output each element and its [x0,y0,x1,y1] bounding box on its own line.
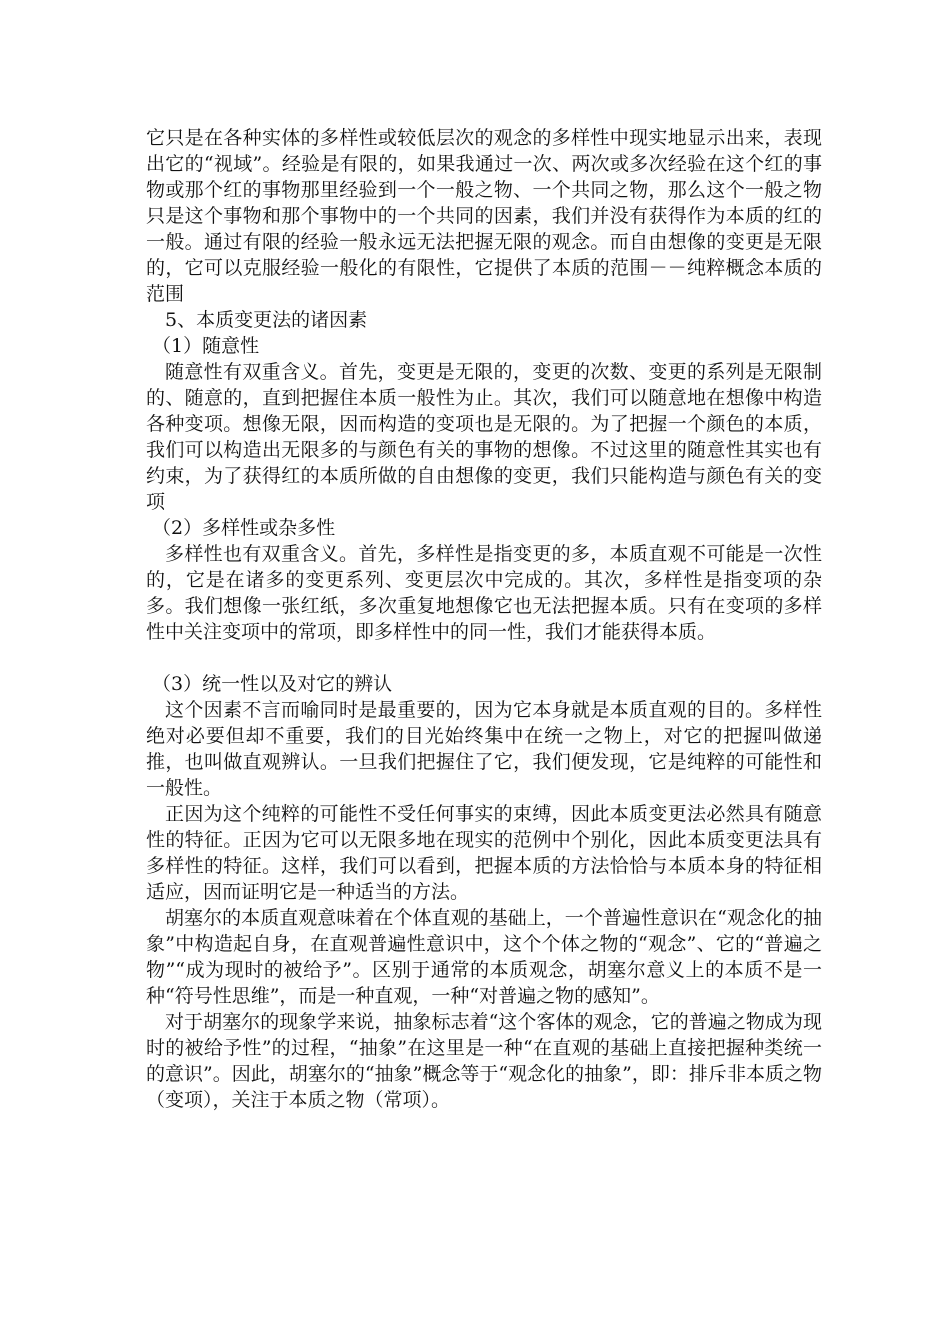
subheading-item-2: （2）多样性或杂多性 [152,517,336,539]
section-heading-5: 5、本质变更法的诸因素 [165,309,368,331]
paragraph-item-3b: 正因为这个纯粹的可能性不受任何事实的束缚，因此本质变更法必然具有随意性的特征。正因为它可以无限多地在现实的范例中个别化，因此本质变更法具有多样性的特征。这样，我们可以看到，把握本质的方法恰恰与本质本身的特征相适应，因而证明它是一种适当的方法。 [146,803,822,903]
blank-line [146,645,822,671]
paragraph-item-1: 随意性有双重含义。首先，变更是无限的，变更的次数、变更的系列是无限制的、随意的，直到把握住本质一般性为止。其次，我们可以随意地在想像中构造各种变项。想像无限，因而构造的变项也是无限的。为了把握一个颜色的本质，我们可以构造出无限多的与颜色有关的事物的想像。不过这里的随意性其实也有约束，为了获得红的本质所做的自由想像的变更，我们只能构造与颜色有关的变项 [146,361,822,513]
document-body [146,125,822,1113]
subheading-item-3: （3）统一性以及对它的辨认 [152,673,393,695]
subheading-item-1: （1）随意性 [152,335,260,357]
paragraph-item-3a: 这个因素不言而喻同时是最重要的，因为它本身就是本质直观的目的。多样性绝对必要但却不重要，我们的目光始终集中在统一之物上，对它的把握叫做递推，也叫做直观辨认。一旦我们把握住了它，我们便发现，它是纯粹的可能性和一般性。 [146,699,822,799]
paragraph-intro: 它只是在各种实体的多样性或较低层次的观念的多样性中现实地显示出来，表现出它的“视域”。经验是有限的，如果我通过一次、两次或多次经验在这个红的事物或那个红的事物那里经验到一个一般之物、一个共同之物，那么这个一般之物只是这个事物和那个事物中的一个共同的因素，我们并没有获得作为本质的红的一般。通过有限的经验一般永远无法把握无限的观念。而自由想像的变更是无限的，它可以克服经验一般化的有限性，它提供了本质的范围－－纯粹概念本质的范围 [146,127,822,305]
paragraph-husserl-2: 对于胡塞尔的现象学来说，抽象标志着“这个客体的观念，它的普遍之物成为现时的被给予性”的过程，“抽象”在这里是一种“在直观的基础上直接把握种类统一的意识”。因此，胡塞尔的“抽象”概念等于“观念化的抽象”，即：排斥非本质之物（变项），关注于本质之物（常项）。 [146,1011,822,1111]
paragraph-husserl-1: 胡塞尔的本质直观意味着在个体直观的基础上，一个普遍性意识在“观念化的抽象”中构造起自身，在直观普遍性意识中，这个个体之物的“观念”、它的“普遍之物”“成为现时的被给予”。区别于通常的本质观念，胡塞尔意义上的本质不是一种“符号性思维”，而是一种直观，一种“对普遍之物的感知”。 [146,907,822,1007]
paragraph-item-2: 多样性也有双重含义。首先，多样性是指变更的多，本质直观不可能是一次性的，它是在诸多的变更系列、变更层次中完成的。其次，多样性是指变项的杂多。我们想像一张红纸，多次重复地想像它也无法把握本质。只有在变项的多样性中关注变项中的常项，即多样性中的同一性，我们才能获得本质。 [146,543,822,643]
